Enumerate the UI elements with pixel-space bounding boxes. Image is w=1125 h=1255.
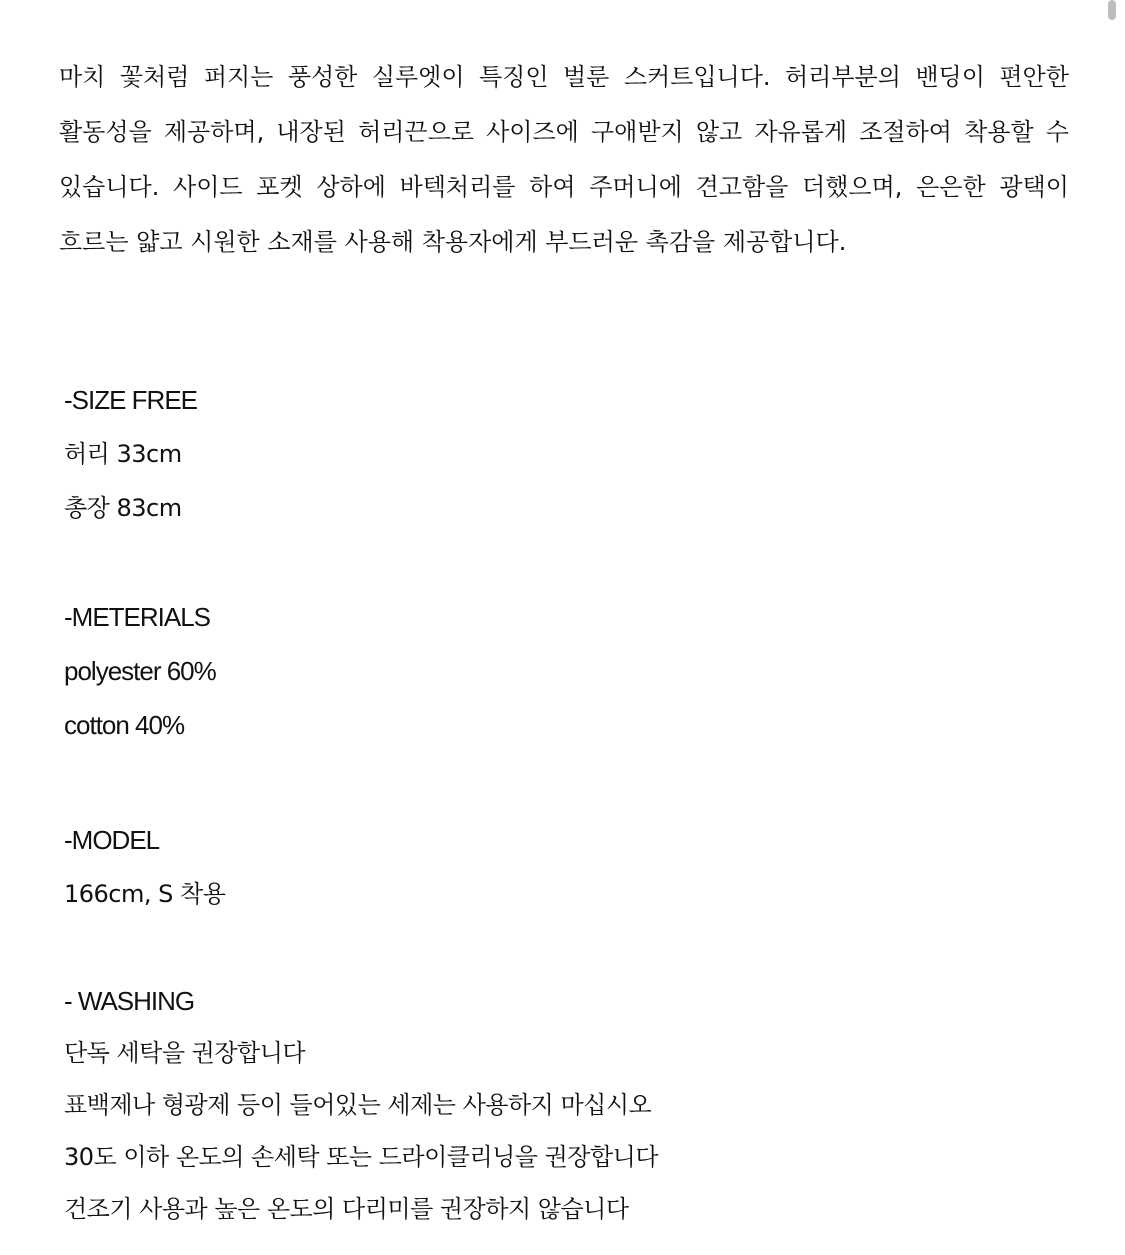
- materials-heading: -METERIALS: [64, 602, 211, 632]
- description-word: 자유롭게: [754, 118, 848, 146]
- description-word: 허리부분의: [784, 63, 901, 91]
- description-word: 풍성한: [287, 63, 358, 91]
- description-line: 흐르는 얇고 시원한 소재를 사용해 착용자에게 부드러운 촉감을 제공합니다.: [59, 228, 847, 256]
- material-item: cotton 40%: [64, 710, 185, 740]
- size-heading: -SIZE FREE: [64, 385, 198, 415]
- description-word: 있습니다.: [59, 173, 160, 201]
- description-word: 바텍처리를: [399, 173, 516, 201]
- description-word: 활동성을: [59, 118, 152, 146]
- description-word: 않고: [695, 118, 743, 146]
- material-item: polyester 60%: [64, 656, 216, 686]
- description-word: 사이드: [173, 173, 243, 201]
- description-word: 편안한: [999, 63, 1069, 91]
- description-word: 특징인: [479, 63, 549, 91]
- size-section: [64, 373, 197, 535]
- materials-section: [64, 590, 216, 752]
- description-line: [59, 50, 1069, 105]
- description-line: [59, 160, 1069, 215]
- description-word: 포켓: [256, 173, 303, 201]
- description-word: 사이즈에: [486, 118, 579, 146]
- description-word: 은은한: [916, 173, 986, 201]
- scrollbar-thumb[interactable]: [1108, 0, 1116, 20]
- model-section: [64, 813, 225, 921]
- description-word: 마치: [59, 63, 106, 91]
- description-word: 상하에: [316, 173, 386, 201]
- model-info: 166cm, S 착용: [64, 880, 226, 908]
- description-word: 벌룬: [563, 63, 610, 91]
- description-word: 수: [1045, 118, 1069, 146]
- description-word: 착용할: [964, 118, 1034, 146]
- product-description: [59, 50, 1069, 270]
- description-word: 광택이: [999, 173, 1069, 201]
- description-word: 실루엣이: [371, 63, 465, 91]
- description-word: 조절하여: [859, 118, 952, 146]
- size-item-length: 총장 83cm: [64, 494, 182, 522]
- description-word: 밴딩이: [915, 63, 985, 91]
- description-word: 퍼지는: [203, 63, 274, 91]
- description-word: 스커트입니다.: [623, 63, 771, 91]
- washing-item: 30도 이하 온도의 손세탁 또는 드라이클리닝을 권장합니다: [64, 1143, 659, 1171]
- description-line: [59, 105, 1069, 160]
- description-word: 꽃처럼: [119, 63, 190, 91]
- washing-item: 단독 세탁을 권장합니다: [64, 1039, 306, 1067]
- description-word: 견고함을: [695, 173, 789, 201]
- description-word: 더했으며,: [802, 173, 903, 201]
- washing-heading: - WASHING: [64, 986, 195, 1016]
- description-word: 내장된: [276, 118, 346, 146]
- washing-item: 표백제나 형광제 등이 들어있는 세제는 사용하지 마십시오: [64, 1091, 652, 1119]
- size-item-waist: 허리 33cm: [64, 440, 182, 468]
- description-word: 허리끈으로: [358, 118, 474, 146]
- washing-item: 건조기 사용과 높은 온도의 다리미를 권장하지 않습니다: [64, 1195, 629, 1223]
- description-word: 하여: [529, 173, 576, 201]
- washing-section: [64, 975, 658, 1235]
- description-word: 제공하며,: [163, 118, 265, 146]
- description-word: 구애받지: [590, 118, 684, 146]
- description-word: 주머니에: [589, 173, 682, 201]
- model-heading: -MODEL: [64, 825, 160, 855]
